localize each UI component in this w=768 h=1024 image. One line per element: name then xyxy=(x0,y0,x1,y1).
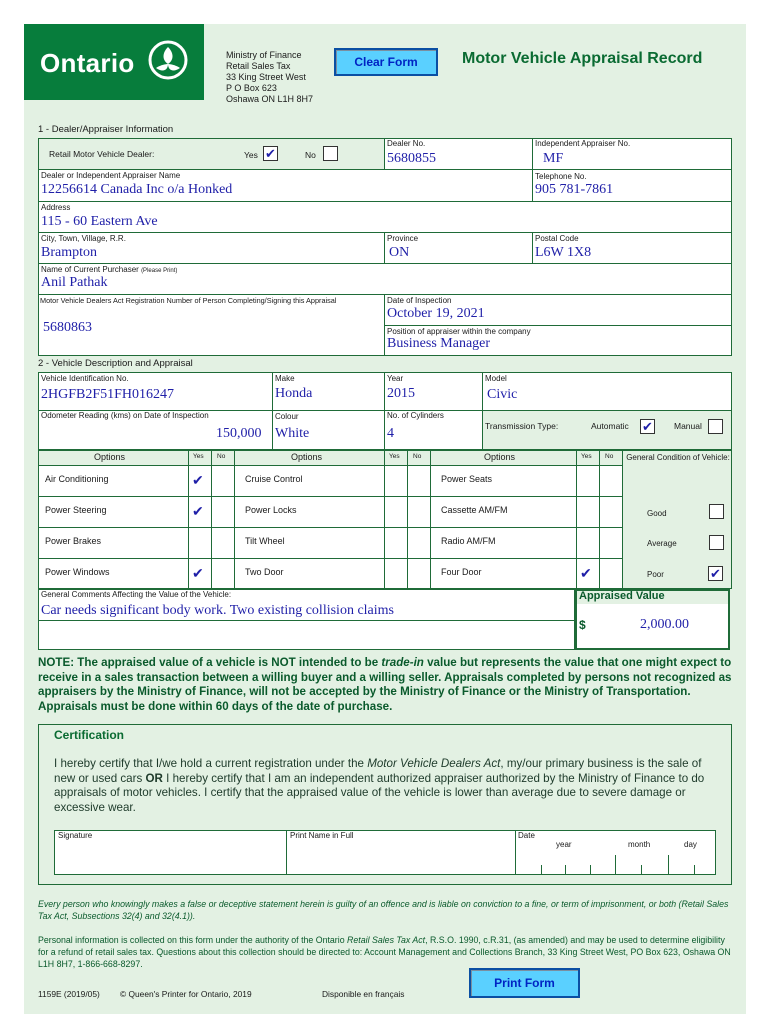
telephone-label: Telephone No. xyxy=(535,172,587,181)
option-power-locks: Power Locks xyxy=(245,505,297,515)
no-header: No xyxy=(413,453,422,460)
appraised-value-field[interactable]: 2,000.00 xyxy=(640,617,689,632)
option-power-seats: Power Seats xyxy=(441,474,493,484)
retail-dealer-yes-label: Yes xyxy=(244,150,258,160)
independent-appraiser-field[interactable]: MF xyxy=(543,151,564,166)
form-title: Motor Vehicle Appraisal Record xyxy=(462,50,703,67)
condition-poor-label: Poor xyxy=(647,570,664,579)
cylinders-field[interactable]: 4 xyxy=(387,426,394,441)
option-yes-check[interactable]: ✔ xyxy=(192,503,204,519)
cert-text-b: , my/our primary business is the sale of new or used cars xyxy=(54,757,702,785)
print-name-label: Print Name in Full xyxy=(290,831,354,840)
no-header: No xyxy=(605,453,614,460)
inspection-date-label: Date of Inspection xyxy=(387,296,452,305)
logo-wordmark: Ontario xyxy=(40,48,135,78)
year-field[interactable]: 2015 xyxy=(387,386,415,401)
yes-header: Yes xyxy=(389,453,400,460)
vin-field[interactable]: 2HGFB2F51FH016247 xyxy=(41,387,175,402)
trillium-icon xyxy=(148,40,188,80)
telephone-field[interactable]: 905 781-7861 xyxy=(535,182,614,197)
date-field[interactable] xyxy=(541,853,669,873)
signature-label: Signature xyxy=(58,831,93,840)
option-yes-check[interactable]: ✔ xyxy=(580,565,592,581)
french-available: Disponible en français xyxy=(322,989,405,999)
date-month-label: month xyxy=(628,840,651,849)
form-number: 1159E (2019/05) xyxy=(38,989,100,999)
year-label: Year xyxy=(387,374,404,383)
option-power-steering: Power Steering xyxy=(45,505,107,515)
certification-text xyxy=(54,757,718,815)
clear-form-button[interactable]: Clear Form xyxy=(334,48,438,76)
date-label: Date xyxy=(518,831,535,840)
ministry-address xyxy=(226,50,313,105)
copyright: © Queen's Printer for Ontario, 2019 xyxy=(120,989,252,999)
inspection-date-field[interactable]: October 19, 2021 xyxy=(387,306,485,321)
comments-field[interactable]: Car needs significant body work. Two existing collision claims xyxy=(41,603,394,618)
no-header: No xyxy=(217,453,226,460)
cert-act-name: Motor Vehicle Dealers Act xyxy=(367,757,501,770)
ontario-logo xyxy=(24,24,204,100)
privacy-text-a: Personal information is collected on this form under the authority of the Ontario xyxy=(38,935,348,945)
option-tilt-wheel: Tilt Wheel xyxy=(245,536,285,546)
option-yes-check[interactable]: ✔ xyxy=(192,565,204,581)
signature-field[interactable] xyxy=(58,842,284,873)
certification-title: Certification xyxy=(54,728,125,742)
option-two-door: Two Door xyxy=(245,567,284,577)
retail-dealer-yes-checkbox[interactable]: ✔ xyxy=(263,146,278,161)
address-field[interactable]: 115 - 60 Eastern Ave xyxy=(41,214,158,229)
condition-poor-checkbox[interactable]: ✔ xyxy=(708,566,723,581)
condition-good-label: Good xyxy=(647,509,667,518)
retail-dealer-label: Retail Motor Vehicle Dealer: xyxy=(49,149,155,159)
position-label: Position of appraiser within the company xyxy=(387,327,531,336)
automatic-checkbox[interactable]: ✔ xyxy=(640,419,655,434)
province-label: Province xyxy=(387,234,419,243)
privacy-act-name: Retail Sales Tax Act xyxy=(347,935,426,945)
ministry-line: Retail Sales Tax xyxy=(226,61,291,71)
manual-label: Manual xyxy=(674,421,702,431)
city-label: City, Town, Village, R.R. xyxy=(41,234,126,243)
options-header: Options xyxy=(291,452,323,462)
purchaser-label xyxy=(41,265,177,274)
model-label: Model xyxy=(485,374,507,383)
option-radio: Radio AM/FM xyxy=(441,536,496,546)
automatic-label: Automatic xyxy=(591,421,629,431)
print-form-button[interactable]: Print Form xyxy=(469,968,580,998)
appraiser-name-field[interactable]: 12256614 Canada Inc o/a Honked xyxy=(41,182,233,197)
option-yes-check[interactable]: ✔ xyxy=(192,472,204,488)
condition-average-checkbox[interactable] xyxy=(709,535,724,550)
section-1-title: 1 - Dealer/Appraiser Information xyxy=(38,124,174,135)
section-2-title: 2 - Vehicle Description and Appraisal xyxy=(38,358,193,369)
registration-label: Motor Vehicle Dealers Act Registration Number of Person Completing/Signing this Appraisal xyxy=(40,296,337,305)
postal-code-field[interactable]: L6W 1X8 xyxy=(535,245,592,260)
note-emphasis: trade-in xyxy=(381,656,424,669)
odometer-label: Odometer Reading (kms) on Date of Inspection xyxy=(41,411,209,420)
odometer-field[interactable]: 150,000 xyxy=(216,426,262,441)
date-day-label: day xyxy=(684,840,697,849)
make-field[interactable]: Honda xyxy=(275,386,313,401)
print-name-field[interactable] xyxy=(290,842,512,873)
condition-average-label: Average xyxy=(647,539,677,548)
option-air-conditioning: Air Conditioning xyxy=(45,474,109,484)
ministry-line: Oshawa ON L1H 8H7 xyxy=(226,94,314,104)
condition-header: General Condition of Vehicle: xyxy=(626,453,730,462)
appraiser-name-label: Dealer or Independent Appraiser Name xyxy=(41,171,181,180)
options-header: Options xyxy=(94,452,126,462)
address-label: Address xyxy=(41,203,71,212)
date-year-label: year xyxy=(556,840,572,849)
position-field[interactable]: Business Manager xyxy=(387,336,491,351)
purchaser-field[interactable]: Anil Pathak xyxy=(41,275,108,290)
currency-symbol: $ xyxy=(579,618,586,632)
option-four-door: Four Door xyxy=(441,567,482,577)
privacy-text-b: , R.S.O. 1990, c.R.31, (as amended) and may be used to determine eligibility for a refund of retail sales tax. Questions about this collection should be directed to: Account Management and Collections Branch, 33 King Street West, PO Box 623, Oshawa ON L1H 8H7, 1-866-668-8297. xyxy=(38,935,731,969)
model-field[interactable]: Civic xyxy=(487,387,518,402)
dealer-no-label: Dealer No. xyxy=(387,139,426,148)
transmission-label: Transmission Type: xyxy=(485,421,559,431)
ministry-line: 33 King Street West xyxy=(226,72,306,82)
option-cassette: Cassette AM/FM xyxy=(441,505,508,515)
colour-field[interactable]: White xyxy=(275,426,310,441)
appraisal-note xyxy=(38,656,738,714)
make-label: Make xyxy=(275,374,295,383)
dealer-no-field[interactable]: 5680855 xyxy=(387,151,436,166)
city-field[interactable]: Brampton xyxy=(41,245,97,260)
cert-text-c: I hereby certify that I am an independent authorized appraiser authorized by the Ministry of Finance to do appraisals of motor vehicles. I certify that the appraised value of the vehicle is lower than average due to severe damage or excessive wear. xyxy=(54,771,705,814)
independent-appraiser-label: Independent Appraiser No. xyxy=(535,139,631,148)
ministry-line: P O Box 623 xyxy=(226,83,277,93)
postal-code-label: Postal Code xyxy=(535,234,579,243)
offence-warning: Every person who knowingly makes a false or deceptive statement herein is guilty of an offence and is liable on conviction to a fine, or term of imprisonment, or both (Retail Sales Tax Act, Subsections 32(4) and 32(4.1)). xyxy=(38,899,729,921)
yes-header: Yes xyxy=(581,453,592,460)
condition-good-checkbox[interactable] xyxy=(709,504,724,519)
ministry-line: Ministry of Finance xyxy=(226,50,302,60)
option-power-brakes: Power Brakes xyxy=(45,536,102,546)
cert-text-a: I hereby certify that I/we hold a current registration under the xyxy=(54,757,368,770)
option-cruise-control: Cruise Control xyxy=(245,474,303,484)
vin-label: Vehicle Identification No. xyxy=(41,374,129,383)
manual-checkbox[interactable] xyxy=(708,419,723,434)
registration-field[interactable]: 5680863 xyxy=(43,320,92,335)
retail-dealer-no-label: No xyxy=(305,150,316,160)
purchaser-label-text: Name of Current Purchaser xyxy=(41,265,139,274)
retail-dealer-no-checkbox[interactable] xyxy=(323,146,338,161)
note-prefix: NOTE: The appraised value of a vehicle is NOT intended to be xyxy=(38,656,382,669)
yes-header: Yes xyxy=(193,453,204,460)
note-body: value but represents the value that one might expect to receive in a sales transaction between a willing buyer and a willing seller. Appraisals completed by persons not recognized as appraisers by the Ministry of Finance, will not be accepted by the Ministry of Finance or the Ministry of Transportation. Appraisals must be done within 60 days of the date of purchase. xyxy=(38,656,732,713)
colour-label: Colour xyxy=(275,412,299,421)
cert-or: OR xyxy=(145,771,163,785)
purchaser-print-note: (Please Print) xyxy=(141,268,178,274)
option-power-windows: Power Windows xyxy=(45,567,110,577)
cylinders-label: No. of Cylinders xyxy=(387,411,444,420)
province-field[interactable]: ON xyxy=(389,245,410,260)
comments-label: General Comments Affecting the Value of the Vehicle: xyxy=(41,590,232,599)
privacy-notice xyxy=(38,934,732,970)
options-header: Options xyxy=(484,452,516,462)
appraised-value-label: Appraised Value xyxy=(579,590,665,602)
